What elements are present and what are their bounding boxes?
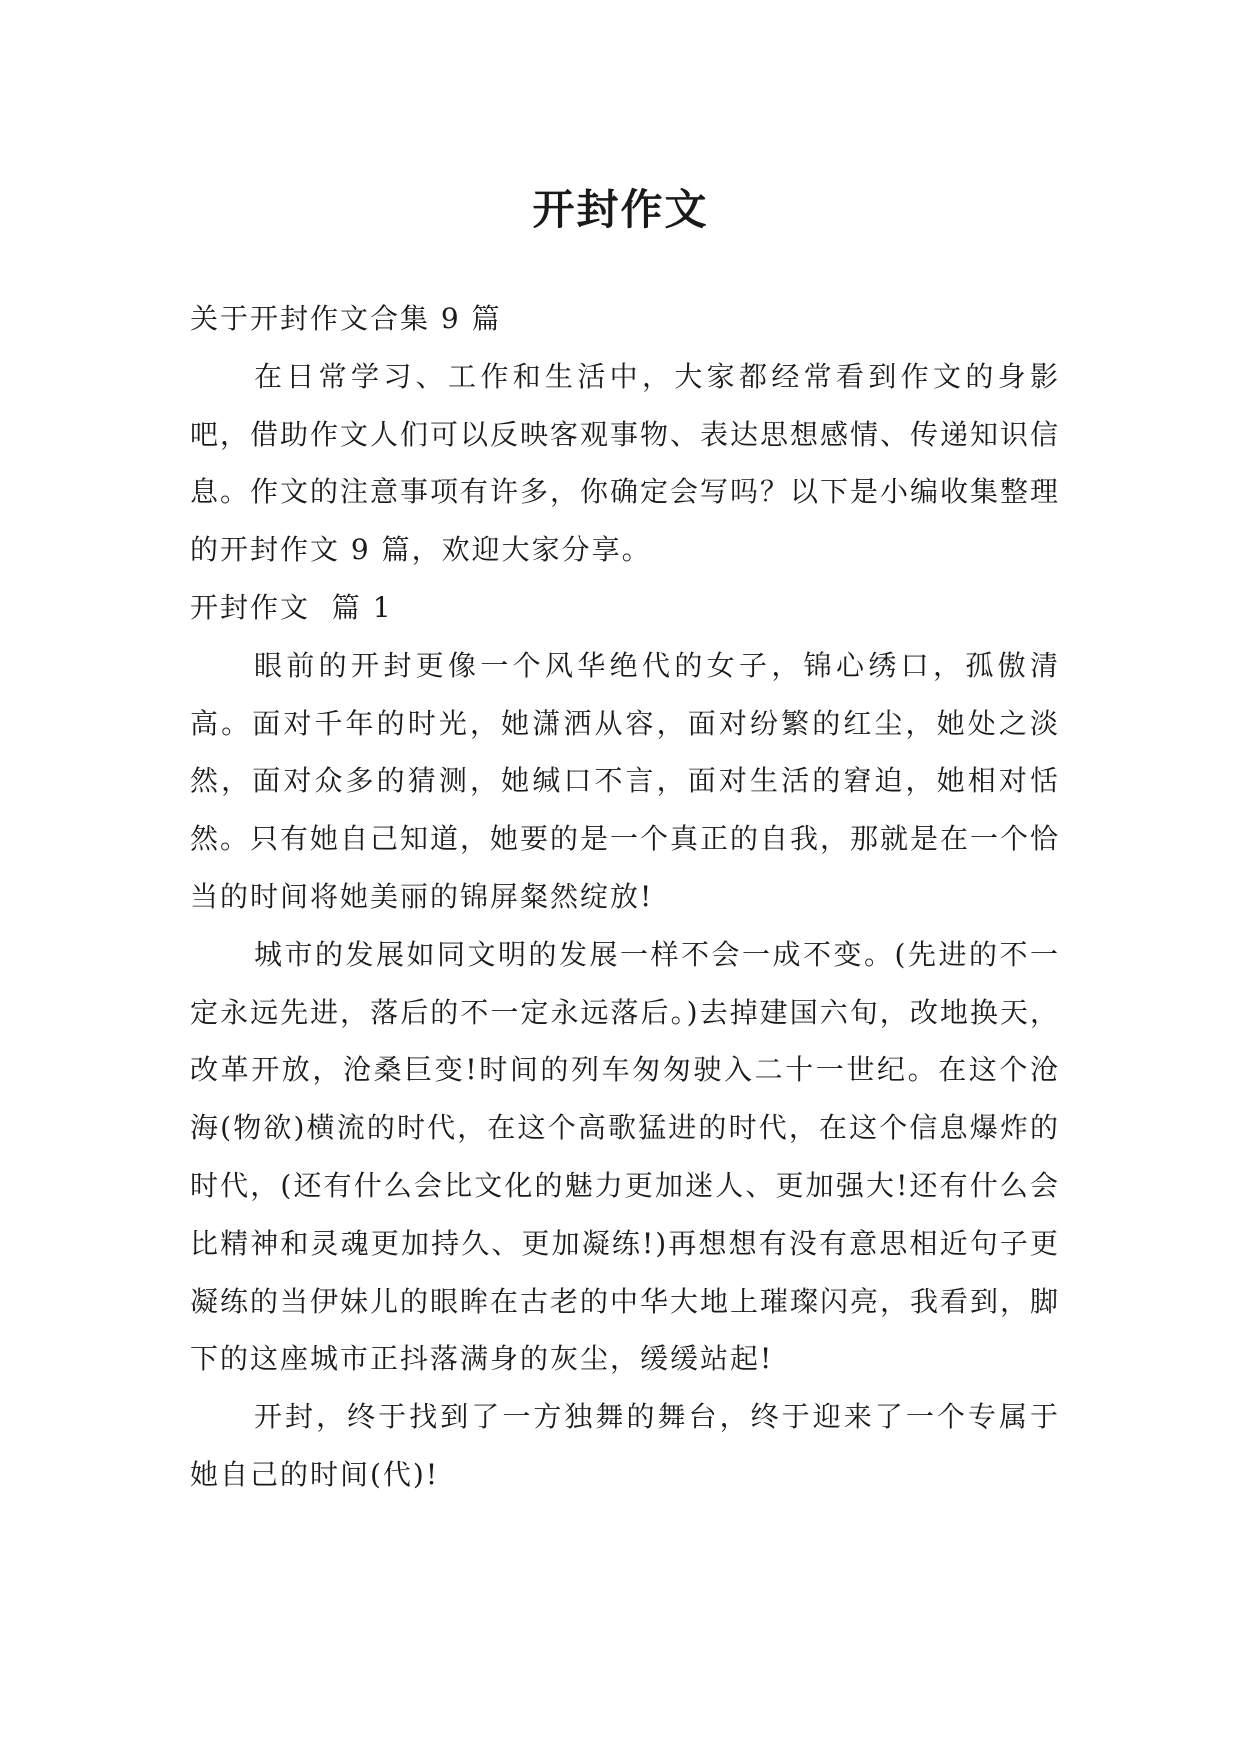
- document-body: [190, 290, 1060, 1504]
- intro-paragraph: 在日常学习、工作和生活中，大家都经常看到作文的身影吧，借助作文人们可以反映客观事物、表达思想感情、传递知识信息。作文的注意事项有许多，你确定会写吗？以下是小编收集整理的开封作文 9 篇，欢迎大家分享。: [190, 359, 1061, 567]
- body-paragraph: 城市的发展如同文明的发展一样不会一成不变。(先进的不一定永远先进，落后的不一定永远落后。)去掉建国六旬，改地换天，改革开放，沧桑巨变!时间的列车匆匆驶入二十一世纪。在这个沧海(物欲)横流的时代，在这个高歌猛进的时代，在这个信息爆炸的时代，(还有什么会比文化的魅力更加迷人、更加强大!还有什么会比精神和灵魂更加持久、更加凝练!)再想想有没有意思相近句子更凝练的当伊妹儿的眼眸在古老的中华大地上璀璨闪亮，我看到，脚下的这座城市正抖落满身的灰尘，缓缓站起!: [190, 937, 1061, 1376]
- page-title: 开封作文: [532, 185, 709, 235]
- body-paragraph: 眼前的开封更像一个风华绝代的女子，锦心绣口，孤傲清高。面对千年的时光，她潇洒从容，面对纷繁的红尘，她处之淡然，面对众多的猜测，她缄口不言，面对生活的窘迫，她相对恬然。只有她自己知道，她要的是一个真正的自我，那就是在一个恰当的时间将她美丽的锦屏粲然绽放!: [190, 648, 1061, 913]
- intro-heading: 关于开封作文合集 9 篇: [190, 302, 502, 335]
- body-paragraph: 开封，终于找到了一方独舞的舞台，终于迎来了一个专属于她自己的时间(代)!: [190, 1400, 1060, 1491]
- section-heading: 开封作文 篇 1: [190, 590, 393, 624]
